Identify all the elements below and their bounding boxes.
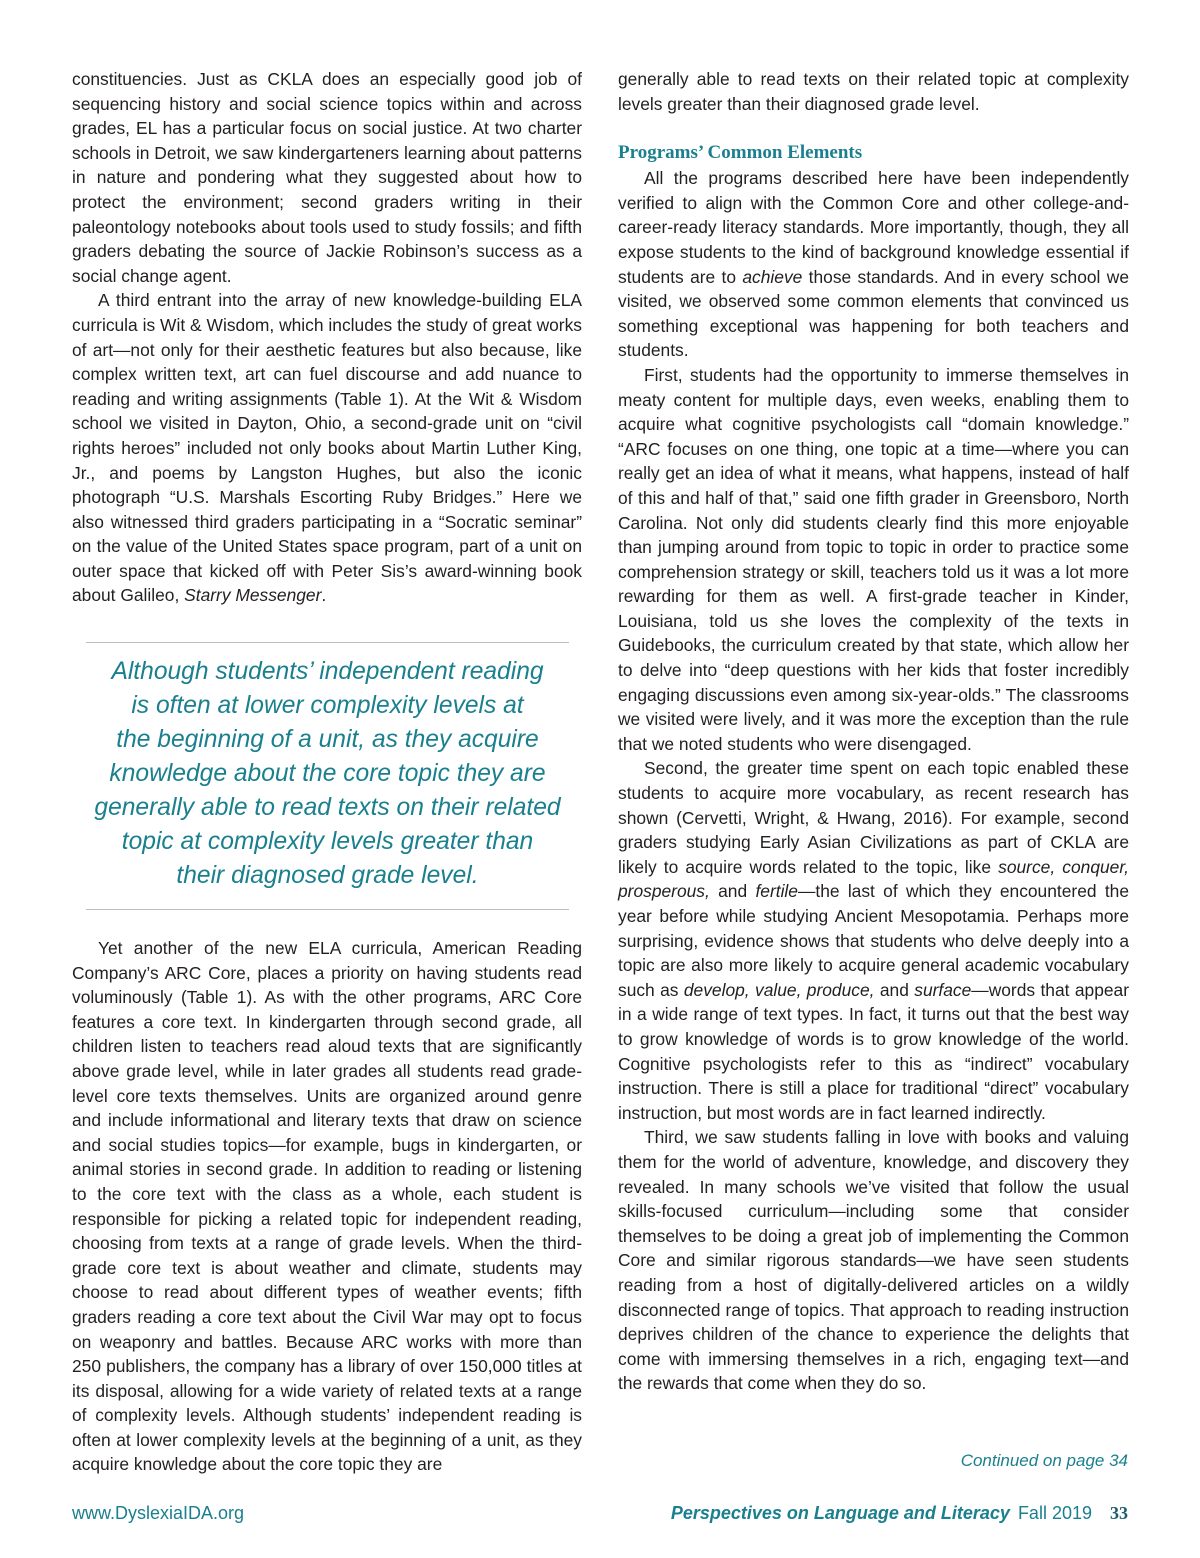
footer-journal-title: Perspectives on Language and Literacy [670,1503,1010,1523]
left-column-upper [72,67,582,608]
pull-quote-line: is often at lower complexity levels at [131,692,524,719]
right-paragraph-4: Third, we saw students falling in love with books and valuing them for the world of adventure, knowledge, and discovery they revealed. In many schools we’ve visited that follow the usual skills-focused curriculum—including some that consider themselves to be doing a great job of implementing the Common Core and similar rigorous standards—we have seen students reading from a host of digitally-delivered articles on a wildly disconnected range of topics. That approach to reading instruction deprives children of the chance to experience the delights that come with immersing themselves in a rich, engaging text—and the rewards that come when they do so. [618,1127,1129,1394]
pull-quote-line: the beginning of a unit, as they acquire [116,726,539,753]
right-paragraph-2: First, students had the opportunity to immerse themselves in meaty content for multiple days, even weeks, enabling them to acquire what cognitive psychologists call “domain knowledge.” “ARC focuses on one thing, one topic at a time—where you can really get an idea of what it means, what happens, instead of half of this and half of that,” said one fifth grader in Greensboro, North Carolina. Not only did students clearly find this more enjoyable than jumping around from topic to topic in order to practice some comprehension strategy or skill, teachers told us it was a lot more rewarding for them as well. A first-grade teacher in Kinder, Louisiana, told us she loves the complexity of the texts in Guidebooks, the curriculum created by that state, which allow her to delve into “deep questions with her kids that foster incredibly engaging discussions even among six-year-olds.” The classrooms we visited were lively, and it was more the exception than the rule that we noted students who were disengaged. [618,364,1129,754]
left-paragraph-2: A third entrant into the array of new knowledge-building ELA curricula is Wit & Wisdom, which includes the study of great works of art—not only for their aesthetic features but also because, like complex written text, art can fuel discourse and add nuance to reading and writing assignments (Table 1). At the Wit & Wisdom school we visited in Dayton, Ohio, a second-grade unit on “civil rights heroes” included not only books about Martin Luther King, Jr., and poems by Langston Hughes, but also the iconic photograph “U.S. Marshals Escorting Ruby Bridges.” Here we also witnessed third graders participating in a “Socratic seminar” on the value of the United States space program, part of a unit on outer space that kicked off with Peter Sis’s award-winning book about Galileo, Starry Messenger. [72,290,582,606]
right-paragraph-1: All the programs described here have been independently verified to align with the Common Core and other college-and-career-ready literacy standards. More importantly, though, they all expose students to the kind of background knowledge essential if students are to achieve those standards. And in every school we visited, we observed some common elements that convinced us something exceptional was happening for both teachers and students. [618,168,1129,361]
page-number: 33 [1110,1503,1128,1523]
right-paragraph-0: generally able to read texts on their related topic at complexity levels greater than their diagnosed grade level. [618,69,1129,114]
pull-quote [86,642,569,910]
pull-quote-line: knowledge about the core topic they are [109,760,546,787]
left-paragraph-1: constituencies. Just as CKLA does an especially good job of sequencing history and social science topics within and across grades, EL has a particular focus on social justice. At two charter schools in Detroit, we saw kindergarteners learning about patterns in nature and pondering what they suggested about how to protect the environment; second graders writing in their paleontology notebooks about tools used to study fossils; and fifth graders debating the source of Jackie Robinson’s success as a social change agent. [72,69,582,286]
right-paragraph-3: Second, the greater time spent on each topic enabled these students to acquire more vocabulary, as recent research has shown (Cervetti, Wright, & Hwang, 2016). For example, second graders studying Early Asian Civilizations as part of CKLA are likely to acquire words related to the topic, like source, conquer, prosperous, and fertile—the last of which they encountered the year before while studying Ancient Mesopotamia. Perhaps more surprising, evidence shows that students who delve deeply into a topic are also more likely to acquire general academic vocabulary such as develop, value, produce, and surface—words that appear in a wide range of text types. In fact, it turns out that the best way to grow knowledge of words is to grow knowledge of the world. Cognitive psychologists refer to this as “indirect” vocabulary instruction. There is still a place for traditional “direct” vocabulary instruction, but most words are in fact learned indirectly. [618,758,1130,1123]
footer-journal-info [671,1503,1128,1524]
continued-link[interactable]: Continued on page 34 [960,1451,1128,1470]
pull-quote-line: topic at complexity levels greater than [121,828,534,855]
footer-website-link[interactable]: www.DyslexiaIDA.org [72,1503,245,1523]
section-heading: Programs’ Common Elements [618,142,863,164]
left-column-lower [72,936,582,1477]
footer-issue: Fall 2019 [1017,1503,1092,1523]
left-paragraph-3: Yet another of the new ELA curricula, American Reading Company’s ARC Core, places a priority on having students read voluminously (Table 1). As with the other programs, ARC Core features a core text. In kindergarten through second grade, all children listen to teachers read aloud texts that are significantly above grade level, while in later grades all students read grade-level core texts themselves. Units are organized around genre and include informational and literary texts that draw on science and social studies topics—for example, bugs in kindergarten, or animal stories in second grade. In addition to reading or listening to the core text with the class as a whole, each student is responsible for picking a related topic for independent reading, choosing from texts at a range of grade levels. When the third-grade core text is about weather and climate, students may choose to read about different types of weather events; fifth graders reading a core text about the Civil War may opt to focus on weaponry and battles. Because ARC works with more than 250 publishers, the company has a library of over 150,000 titles at its disposal, allowing for a wide variety of related texts at a range of complexity levels. Although students’ independent reading is often at lower complexity levels at the beginning of a unit, as they acquire knowledge about the core topic they are [72,938,582,1475]
pull-quote-line: generally able to read texts on their related [94,794,561,821]
pull-quote-line: their diagnosed grade level. [176,862,479,889]
pull-quote-line: Although students’ independent reading [111,658,544,685]
right-column [618,67,1129,1396]
